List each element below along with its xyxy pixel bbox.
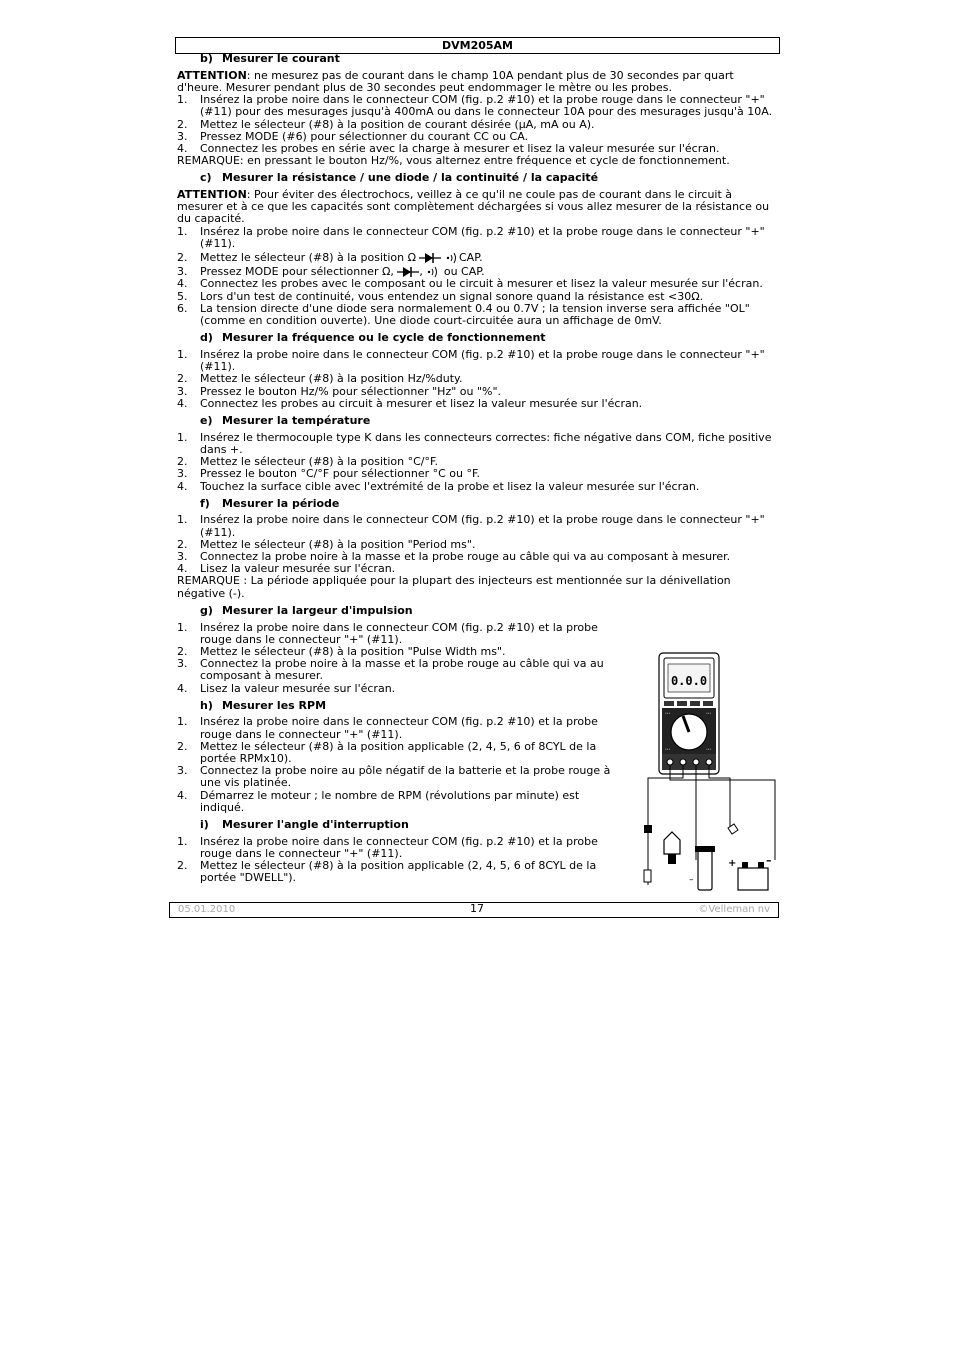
section-b-warning: ATTENTION: ne mesurez pas de courant dans le champ 10A pendant plus de 30 secondes par quart d'heure. Mesurer pendant plus de 30 secondes peut endommager le mètre ou les probes. [177, 68, 734, 94]
multimeter-connection-figure [640, 650, 778, 895]
footer-date: 05.01.2010 [178, 904, 236, 915]
list-item: 2. Mettez le sélecteur (#8) à la position "Period ms". [177, 537, 476, 551]
list-item: 1. Insérez la probe noire dans le connecteur COM (fig. p.2 #10) et la probe rouge dans le connecteur "+" (#11). [177, 224, 765, 250]
section-c-warning: ATTENTION: Pour éviter des électrochocs, veillez à ce qu'il ne coule pas de courant dans le circuit à mesurer et à ce que les capacités sont complètement déchargées si vous allez mesurer de la résistance ou du capacité. [177, 188, 770, 226]
model-title: DVM205AM [441, 39, 513, 52]
continuity-sound-icon [445, 252, 459, 264]
list-item: 2. Mettez le sélecteur (#8) à la position applicable (2, 4, 5, 6 of 8CYL de la portée "DWELL"). [177, 859, 597, 885]
list-item: 2. Mettez le sélecteur (#8) à la position Ω CAP. [177, 251, 483, 265]
list-item: 1. Insérez le thermocouple type K dans les connecteurs correctes: fiche négative dans COM, fiche positive dans +. [177, 430, 772, 456]
page-number: 17 [470, 902, 484, 915]
ignition-sensor [664, 832, 680, 854]
list-item: 2. Mettez le sélecteur (#8) à la position °C/°F. [177, 455, 439, 469]
list-item: 3. Connectez la probe noire au pôle négatif de la batterie et la probe rouge à une vis platinée. [177, 764, 611, 790]
continuity-sound-icon [426, 266, 440, 278]
list-item: 6. La tension directe d'une diode sera normalement 0.4 ou 0.7V ; la tension inverse sera affichée "OL" (comme en condition ouverte). Une diode court-circuitée aura un affichage de 0mV. [177, 301, 750, 328]
battery [738, 868, 768, 890]
section-f-note: REMARQUE : La période appliquée pour la plupart des injecteurs est mentionnée sur la dénivellation négative (-). [177, 574, 731, 600]
section-f-heading: f) Mesurer la période [200, 496, 340, 510]
list-item: 1. Insérez la probe noire dans le connecteur COM (fig. p.2 #10) et la probe rouge dans le connecteur "+" (#11). [177, 834, 598, 860]
ignition-coil [698, 850, 712, 890]
list-item: 4. Touchez la surface cible avec l'extrémité de la probe et lisez la valeur mesurée sur l'écran. [177, 479, 700, 493]
sensor-connector [644, 825, 652, 833]
list-item: 5. Lors d'un test de continuité, vous entendez un signal sonore quand la résistance est <30Ω. [177, 289, 704, 303]
section-d-heading: d) Mesurer la fréquence ou le cycle de fonctionnement [200, 331, 546, 345]
list-item: 3. Connectez la probe noire à la masse et la probe rouge au câble qui va au composant à mesurer. [177, 657, 604, 683]
list-item: 3. Pressez MODE (#6) pour sélectionner du courant CC ou CA. [177, 129, 529, 143]
list-item: 4. Lisez la valeur mesurée sur l'écran. [177, 562, 396, 576]
list-item: 1. Insérez la probe noire dans le connecteur COM (fig. p.2 #10) et la probe rouge dans le connecteur "+" (#11). [177, 347, 765, 374]
list-item: 4. Lisez la valeur mesurée sur l'écran. [177, 681, 396, 695]
section-g-heading: g) Mesurer la largeur d'impulsion [200, 603, 413, 617]
svg-text:•••: ••• [706, 711, 712, 715]
section-c-heading: c) Mesurer la résistance / une diode / la continuité / la capacité [200, 171, 599, 185]
svg-text:•••: ••• [665, 711, 671, 715]
section-h-heading: h) Mesurer les RPM [200, 698, 327, 712]
list-item: 3. Pressez MODE pour sélectionner Ω, , ou CAP. [177, 265, 485, 279]
list-item: 2. Mettez le sélecteur (#8) à la position applicable (2, 4, 5, 6 of 8CYL de la portée RPMx10). [177, 739, 597, 766]
section-e-heading: e) Mesurer la température [200, 413, 371, 427]
list-item: 2. Mettez le sélecteur (#8) à la position de courant désirée (µA, mA ou A). [177, 117, 595, 131]
list-item: 1. Insérez la probe noire dans le connecteur COM (fig. p.2 #10) et la probe rouge dans le connecteur "+" (#11) pour des mesurages jusqu'à 400mA ou dans le connecteur 10A pour des mesurages jusqu'à 10A. [177, 93, 773, 119]
section-i-heading: i) Mesurer l'angle d'interruption [200, 818, 409, 832]
meter-display-readout: 0.0.0 [670, 674, 708, 688]
list-item: 1. Insérez la probe noire dans le connecteur COM (fig. p.2 #10) et la probe rouge dans le connecteur "+" (#11). [177, 620, 598, 646]
diode-icon [397, 266, 419, 278]
list-item: 4. Connectez les probes en série avec la charge à mesurer et lisez la valeur mesurée sur l'écran. [177, 141, 720, 155]
list-item: 3. Pressez le bouton °C/°F pour sélectionner °C ou °F. [177, 467, 481, 481]
svg-text:•••: ••• [706, 747, 712, 751]
list-item: 4. Démarrez le moteur ; le nombre de RPM (révolutions par minute) est indiqué. [177, 788, 580, 814]
section-b-note: REMARQUE: en pressant le bouton Hz/%, vous alternez entre fréquence et cycle de fonctionnement. [177, 154, 730, 168]
svg-text:–: – [689, 875, 694, 885]
list-item: 2. Mettez le sélecteur (#8) à la position Hz/%duty. [177, 372, 463, 386]
list-item: 3. Connectez la probe noire à la masse et la probe rouge au câble qui va au composant à mesurer. [177, 550, 731, 564]
svg-text:+: + [728, 858, 737, 869]
diode-icon [419, 252, 441, 264]
svg-text:–: – [766, 854, 772, 867]
list-item: 3. Pressez le bouton Hz/% pour sélectionner "Hz" ou "%". [177, 384, 502, 398]
list-item: 4. Connectez les probes au circuit à mesurer et lisez la valeur mesurée sur l'écran. [177, 396, 643, 410]
section-b-heading: b) Mesurer le courant [200, 52, 340, 65]
footer-copyright: ©Velleman nv [698, 904, 770, 915]
list-item: 1. Insérez la probe noire dans le connecteur COM (fig. p.2 #10) et la probe rouge dans le connecteur "+" (#11). [177, 513, 765, 539]
list-item: 1. Insérez la probe noire dans le connecteur COM (fig. p.2 #10) et la probe rouge dans le connecteur "+" (#11). [177, 715, 598, 741]
svg-text:•••: ••• [665, 747, 671, 751]
list-item: 4. Connectez les probes avec le composant ou le circuit à mesurer et lisez la valeur mesurée sur l'écran. [177, 277, 763, 291]
document-footer [169, 902, 779, 918]
list-item: 2. Mettez le sélecteur (#8) à la position "Pulse Width ms". [177, 644, 506, 658]
